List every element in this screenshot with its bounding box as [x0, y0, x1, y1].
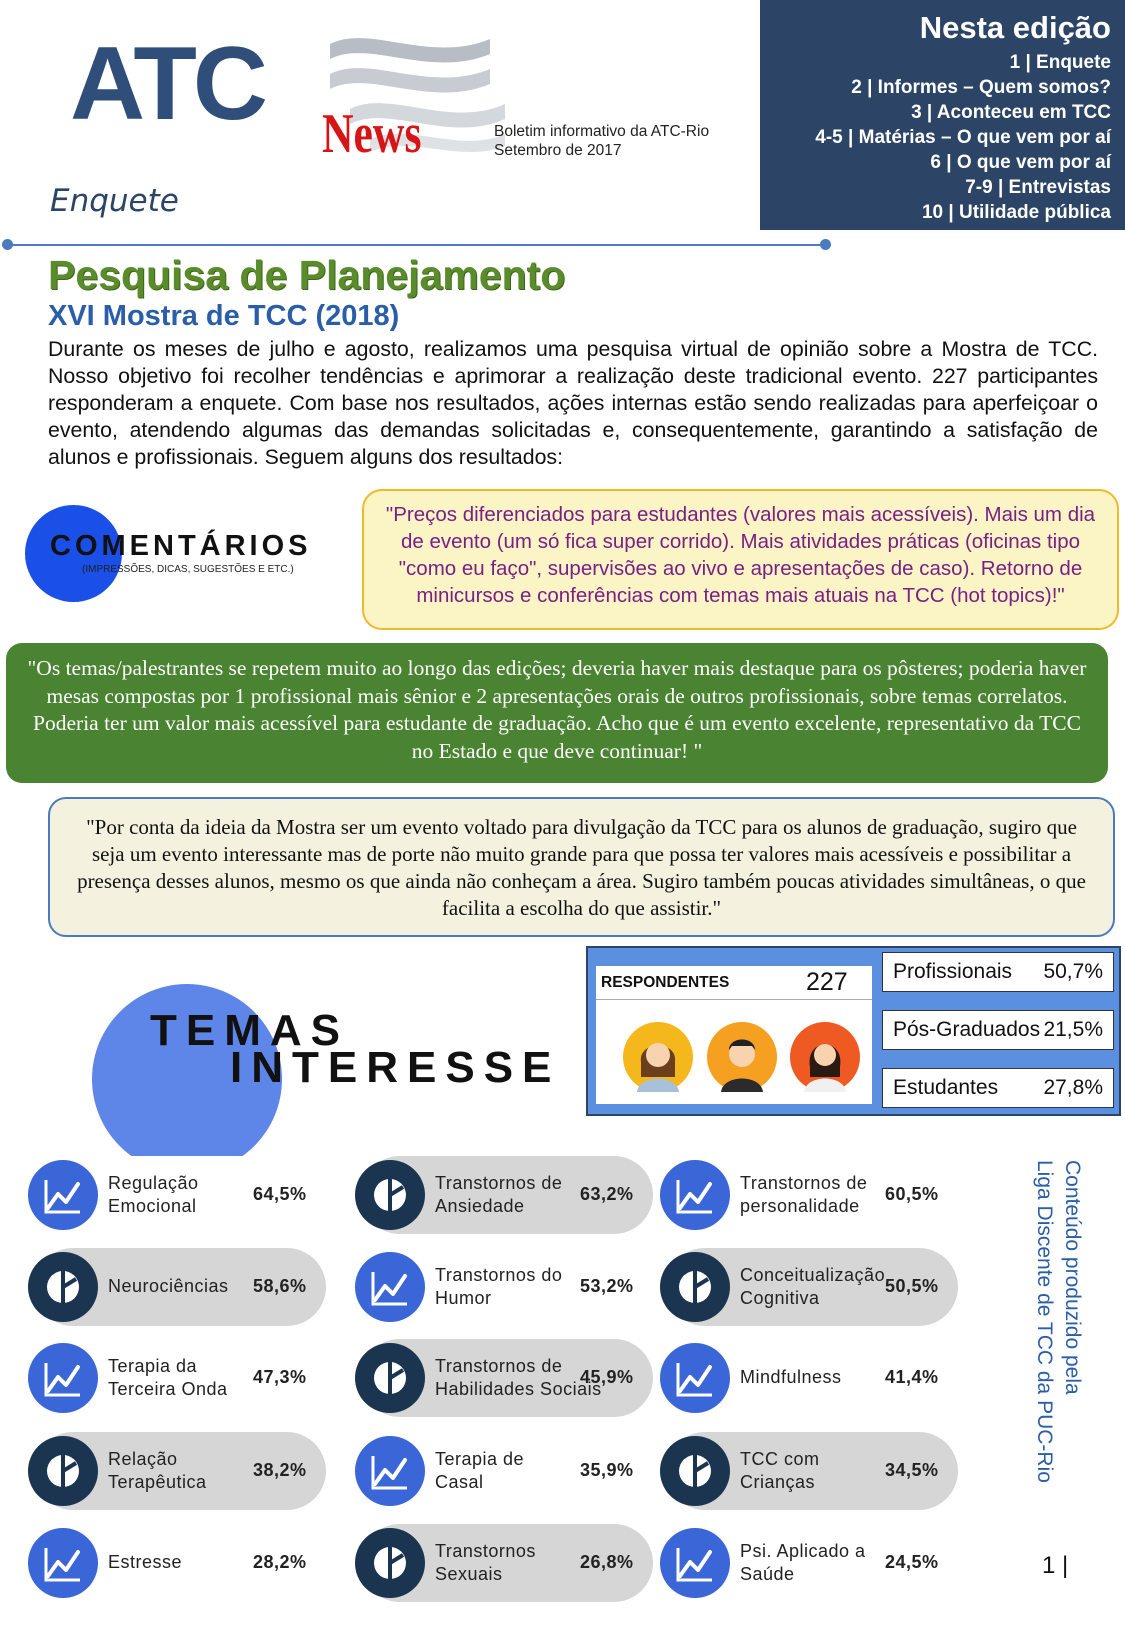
pie-chart-icon — [355, 1160, 425, 1230]
respondents-count: 227 — [806, 968, 848, 996]
page-number: 1 | — [1042, 1552, 1069, 1579]
theme-label — [740, 1448, 820, 1494]
theme-percentage: 64,5% — [253, 1184, 307, 1204]
respondents-divider — [596, 999, 872, 1000]
theme-label — [435, 1448, 524, 1494]
tagline-line2: Setembro de 2017 — [494, 142, 622, 159]
theme-label-line2: Habilidades Sociais — [435, 1379, 602, 1399]
line-chart-icon — [28, 1528, 98, 1598]
article-title: Pesquisa de Planejamento — [48, 252, 566, 298]
theme-percentage: 35,9% — [580, 1460, 634, 1480]
group-name: Profissionais — [893, 960, 1013, 983]
theme-label — [435, 1540, 536, 1586]
line-chart-icon — [28, 1160, 98, 1230]
line-chart-icon — [28, 1343, 98, 1413]
theme-label-line2: Humor — [435, 1288, 492, 1308]
pie-chart-icon — [660, 1252, 730, 1322]
theme-label — [108, 1355, 228, 1401]
theme-label — [740, 1366, 842, 1389]
line-chart-icon — [660, 1160, 730, 1230]
theme-percentage: 60,5% — [885, 1184, 939, 1204]
pie-chart-icon — [355, 1528, 425, 1598]
pie-chart-icon — [660, 1436, 730, 1506]
toc-item[interactable]: 7-9 | Entrevistas — [965, 177, 1111, 198]
theme-label-line1: Transtornos de — [740, 1173, 868, 1193]
theme-label-line1: Mindfulness — [740, 1367, 842, 1387]
woman-avatar-icon — [623, 1022, 693, 1092]
theme-label — [108, 1551, 182, 1574]
toc-item[interactable]: 3 | Aconteceu em TCC — [911, 102, 1111, 123]
theme-label-line2: personalidade — [740, 1196, 860, 1216]
theme-percentage: 47,3% — [253, 1367, 307, 1387]
theme-label-line1: Conceitualização — [740, 1265, 886, 1285]
tagline-line1: Boletim informativo da ATC-Rio — [494, 123, 710, 140]
toc-item[interactable]: 1 | Enquete — [1009, 52, 1111, 73]
theme-label-line1: Estresse — [108, 1552, 183, 1572]
theme-label — [740, 1540, 866, 1586]
respondents-group — [882, 1068, 1114, 1108]
toc-item[interactable]: 10 | Utilidade pública — [921, 202, 1111, 223]
article-subtitle: XVI Mostra de TCC (2018) — [48, 300, 400, 332]
divider — [6, 244, 826, 246]
respondents-group — [882, 952, 1114, 992]
comments-subheading: (IMPRESSÕES, DICAS, SUGESTÕES E ETC.) — [82, 564, 294, 575]
theme-percentage: 41,4% — [885, 1367, 939, 1387]
theme-label — [435, 1355, 602, 1401]
group-name: Estudantes — [893, 1076, 999, 1099]
theme-label-line1: Relação — [108, 1449, 178, 1469]
pie-chart-icon — [28, 1436, 98, 1506]
theme-label-line2: Terceira Onda — [108, 1379, 228, 1399]
theme-percentage: 63,2% — [580, 1184, 634, 1204]
theme-percentage: 28,2% — [253, 1552, 307, 1572]
credit-line-2: Liga Discente de TCC da PUC-Rio — [1033, 1160, 1056, 1483]
divider-dot-right — [820, 239, 831, 250]
theme-label-line1: Terapia de — [435, 1449, 525, 1469]
theme-label — [108, 1172, 199, 1218]
credit-line-1: Conteúdo produzido pela — [1061, 1160, 1084, 1395]
theme-label-line2: Crianças — [740, 1472, 816, 1492]
theme-label-line2: Cognitiva — [740, 1288, 820, 1308]
theme-percentage: 34,5% — [885, 1460, 939, 1480]
line-chart-icon — [355, 1252, 425, 1322]
line-chart-icon — [355, 1436, 425, 1506]
toc-title: Nesta edição — [919, 10, 1111, 45]
respondents-group — [882, 1010, 1114, 1050]
quote-box-2: "Os temas/palestrantes se repetem muito ao longo das edições; deveria haver mais destaque para os pôsteres; poderia haver mesas compostas por 1 profissional mais sênior e 2 apresentações orais de outros profissionais, sobre temas correlatos. Poderia ter um valor mais acessível para estudante de graduação. Acho que é um evento excelente, representativo da TCC no Estado e que deve continuar! " — [6, 643, 1108, 783]
theme-label-line1: Transtornos de — [435, 1356, 563, 1376]
theme-label-line2: Emocional — [108, 1196, 197, 1216]
theme-label-line1: Transtornos — [435, 1541, 536, 1561]
comments-heading: COMENTÁRIOS — [50, 530, 312, 562]
theme-label-line2: Saúde — [740, 1564, 795, 1584]
theme-label-line1: TCC com — [740, 1449, 820, 1469]
table-of-contents — [760, 0, 1125, 230]
theme-label-line1: Psi. Aplicado a — [740, 1541, 866, 1561]
quote-box-3: "Por conta da ideia da Mostra ser um evento voltado para divulgação da TCC para os alunos de graduação, sugiro que seja um evento interessante mas de porte não muito grande para que possa ter valores mais acessíveis e possibilitar a presença desses alunos, mesmo os que ainda não conheçam a área. Sugiro também poucas atividades simultâneas, o que facilita a escolha do que assistir." — [48, 797, 1115, 937]
theme-label — [740, 1172, 867, 1218]
respondents-label: RESPONDENTES — [601, 974, 730, 991]
toc-item[interactable]: 4-5 | Matérias – O que vem por aí — [815, 127, 1111, 148]
toc-item[interactable]: 2 | Informes – Quem somos? — [851, 77, 1111, 98]
themes-heading-2: INTERESSE — [230, 1043, 561, 1092]
tagline — [494, 122, 709, 160]
line-chart-icon — [660, 1528, 730, 1598]
group-pct: 27,8% — [1043, 1076, 1103, 1099]
theme-label-line1: Terapia da — [108, 1356, 198, 1376]
theme-label — [435, 1172, 562, 1218]
theme-label-line2: Terapêutica — [108, 1472, 207, 1492]
theme-label-line2: Casal — [435, 1472, 484, 1492]
credit-vertical — [1026, 1160, 1086, 1510]
theme-label-line1: Transtornos de — [435, 1173, 563, 1193]
group-pct: 50,7% — [1043, 960, 1103, 983]
theme-label — [108, 1448, 207, 1494]
group-name: Pós-Graduados — [893, 1018, 1041, 1041]
theme-percentage: 26,8% — [580, 1552, 634, 1572]
logo-news-text: News — [322, 103, 422, 165]
theme-label — [740, 1264, 885, 1310]
group-pct: 21,5% — [1043, 1018, 1103, 1041]
theme-label-line1: Transtornos do — [435, 1265, 563, 1285]
divider-dot-left — [2, 239, 13, 250]
girl-avatar-icon — [790, 1022, 860, 1092]
theme-percentage: 50,5% — [885, 1276, 939, 1296]
atc-news-logo — [60, 14, 490, 164]
pie-chart-icon — [355, 1343, 425, 1413]
theme-label-line1: Regulação — [108, 1173, 199, 1193]
logo-atc-text: ATC — [70, 26, 265, 142]
theme-label-line2: Ansiedade — [435, 1196, 525, 1216]
theme-percentage: 53,2% — [580, 1276, 634, 1296]
theme-label — [435, 1264, 562, 1310]
theme-percentage: 38,2% — [253, 1460, 307, 1480]
man-avatar-icon — [707, 1022, 777, 1092]
line-chart-icon — [660, 1343, 730, 1413]
theme-percentage: 45,9% — [580, 1367, 634, 1387]
theme-percentage: 24,5% — [885, 1552, 939, 1572]
toc-item[interactable]: 6 | O que vem por aí — [930, 152, 1111, 173]
theme-label-line2: Sexuais — [435, 1564, 503, 1584]
theme-label — [108, 1275, 229, 1298]
theme-percentage: 58,6% — [253, 1276, 307, 1296]
quote-box-1: "Preços diferenciados para estudantes (valores mais acessíveis). Mais um dia de evento (um só fica super corrido). Mais atividades práticas (oficinas tipo "como eu faço", supervisões ao vivo e apresentações de caso). Retorno de minicursos e conferências com temas mais atuais na TCC (hot topics)!" — [362, 489, 1119, 630]
pie-chart-icon — [28, 1252, 98, 1322]
section-title: Enquete — [50, 183, 179, 219]
themes-heading-1: TEMAS — [150, 1006, 349, 1055]
theme-label-line1: Neurociências — [108, 1276, 229, 1296]
article-intro: Durante os meses de julho e agosto, realizamos uma pesquisa virtual de opinião sobre a Mostra de TCC. Nosso objetivo foi recolher tendências e aprimorar a realização deste tradicional evento. 227 participantes responderam a enquete. Com base nos resultados, ações internas estão sendo realizadas para aperfeiçoar o evento, atendendo algumas das demandas solicitadas e, consequentemente, garantindo a satisfação de alunos e profissionais. Seguem alguns dos resultados: — [48, 337, 1098, 469]
